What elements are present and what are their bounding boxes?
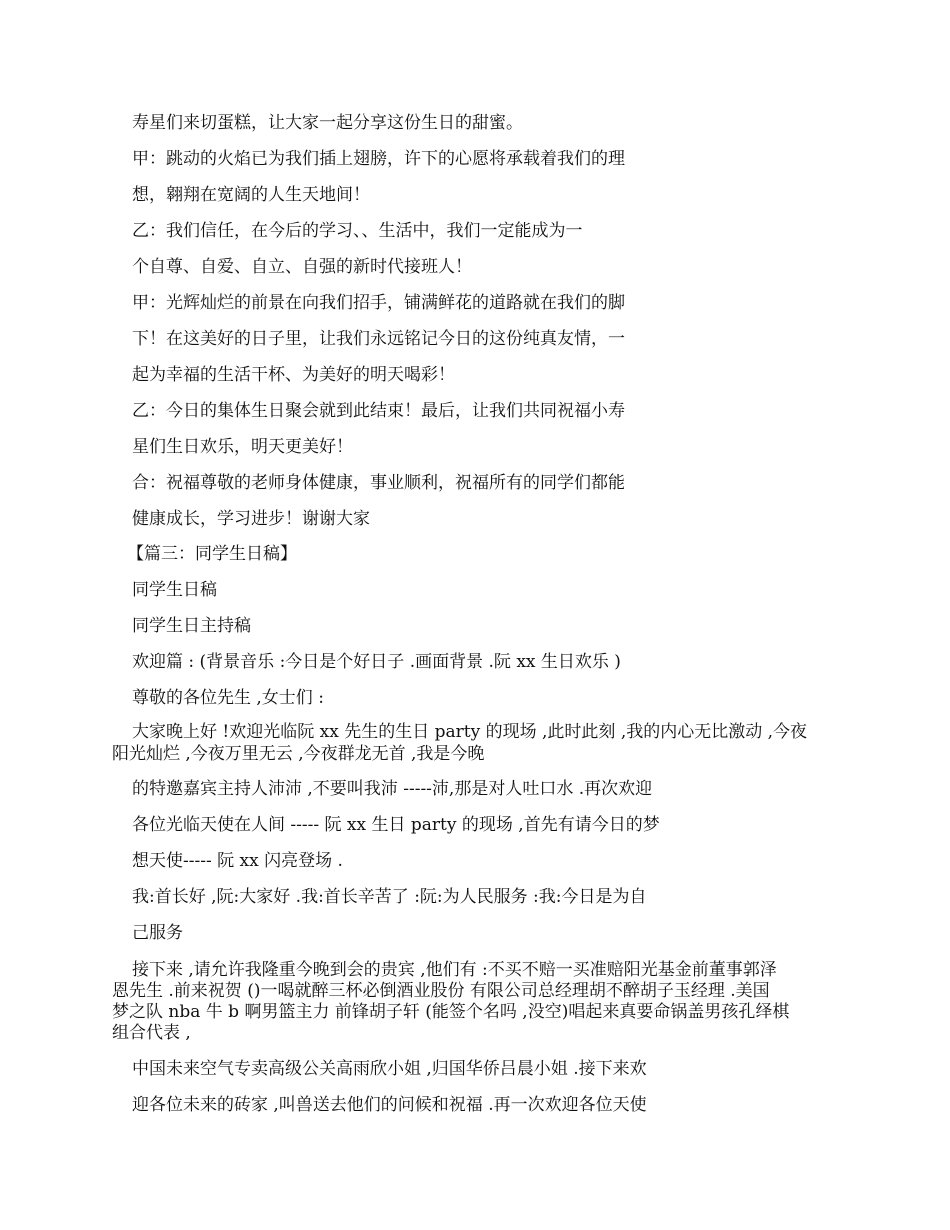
text-line: 甲：光辉灿烂的前景在向我们招手，铺满鲜花的道路就在我们的脚 <box>132 293 625 313</box>
text-line: 的特邀嘉宾主持人沛沛 ,不要叫我沛 -----沛,那是对人吐口水 .再次欢迎 <box>132 779 653 799</box>
paragraph-line: 恩先生 .前来祝贺 ()一喝就醉三杯必倒酒业股份 有限公司总经理胡不醉胡子玉经理 .美国 <box>112 981 770 1001</box>
text-line: 各位光临天使在人间 ----- 阮 xx 生日 party 的现场 ,首先有请今日的梦 <box>132 815 660 835</box>
section-heading: 【篇三：同学生日稿】 <box>127 544 297 564</box>
text-line: 甲：跳动的火焰已为我们插上翅膀，许下的心愿将承载着我们的理 <box>132 149 625 169</box>
text-line: 己服务 <box>132 923 183 943</box>
text-line: 欢迎篇 : (背景音乐 :今日是个好日子 .画面背景 .阮 xx 生日欢乐 ) <box>132 652 621 672</box>
text-line: 星们生日欢乐，明天更美好！ <box>132 437 353 457</box>
text-line: 想天使----- 阮 xx 闪亮登场 . <box>132 851 343 871</box>
text-line: 下！在这美好的日子里，让我们永远铭记今日的这份纯真友情，一 <box>132 329 625 349</box>
text-line: 寿星们来切蛋糕，让大家一起分享这份生日的甜蜜。 <box>132 113 523 133</box>
paragraph-line: 大家晚上好 !欢迎光临阮 xx 先生的生日 party 的现场 ,此时此刻 ,我的内心无比激动 ,今夜 <box>132 722 808 742</box>
text-line: 迎各位未来的砖家 ,叫兽送去他们的问候和祝福 .再一次欢迎各位天使 <box>132 1095 647 1115</box>
text-line: 尊敬的各位先生 ,女士们 : <box>132 688 324 708</box>
text-line: 个自尊、自爱、自立、自强的新时代接班人！ <box>132 257 472 277</box>
text-line: 合：祝福尊敬的老师身体健康，事业顺利，祝福所有的同学们都能 <box>132 473 625 493</box>
text-line: 健康成长，学习进步！谢谢大家 <box>132 509 370 529</box>
document-subtitle: 同学生日主持稿 <box>132 616 251 636</box>
paragraph-line: 梦之队 nba 牛 b 啊男篮主力 前锋胡子轩 (能签个名吗 ,没空)唱起来真要命锅盖男孩孔绎棋 <box>112 1002 790 1022</box>
text-line: 起为幸福的生活干杯、为美好的明天喝彩！ <box>132 365 455 385</box>
text-line: 想，翱翔在宽阔的人生天地间！ <box>132 185 370 205</box>
paragraph-line: 阳光灿烂 ,今夜万里无云 ,今夜群龙无首 ,我是今晚 <box>112 744 485 764</box>
paragraph-line: 组合代表 , <box>112 1023 191 1043</box>
document-title: 同学生日稿 <box>132 580 217 600</box>
text-line: 乙：今日的集体生日聚会就到此结束！最后，让我们共同祝福小寿 <box>132 401 625 421</box>
paragraph-line: 接下来 ,请允许我隆重今晚到会的贵宾 ,他们有 :不买不赔一买准赔阳光基金前董事郭泽 <box>132 960 777 980</box>
text-line: 中国未来空气专卖高级公关高雨欣小姐 ,归国华侨吕晨小姐 .接下来欢 <box>132 1059 647 1079</box>
text-line: 乙：我们信任，在今后的学习、、生活中，我们一定能成为一 <box>132 221 583 241</box>
text-line: 我:首长好 ,阮:大家好 .我:首长辛苦了 :阮:为人民服务 :我:今日是为自 <box>132 887 647 907</box>
